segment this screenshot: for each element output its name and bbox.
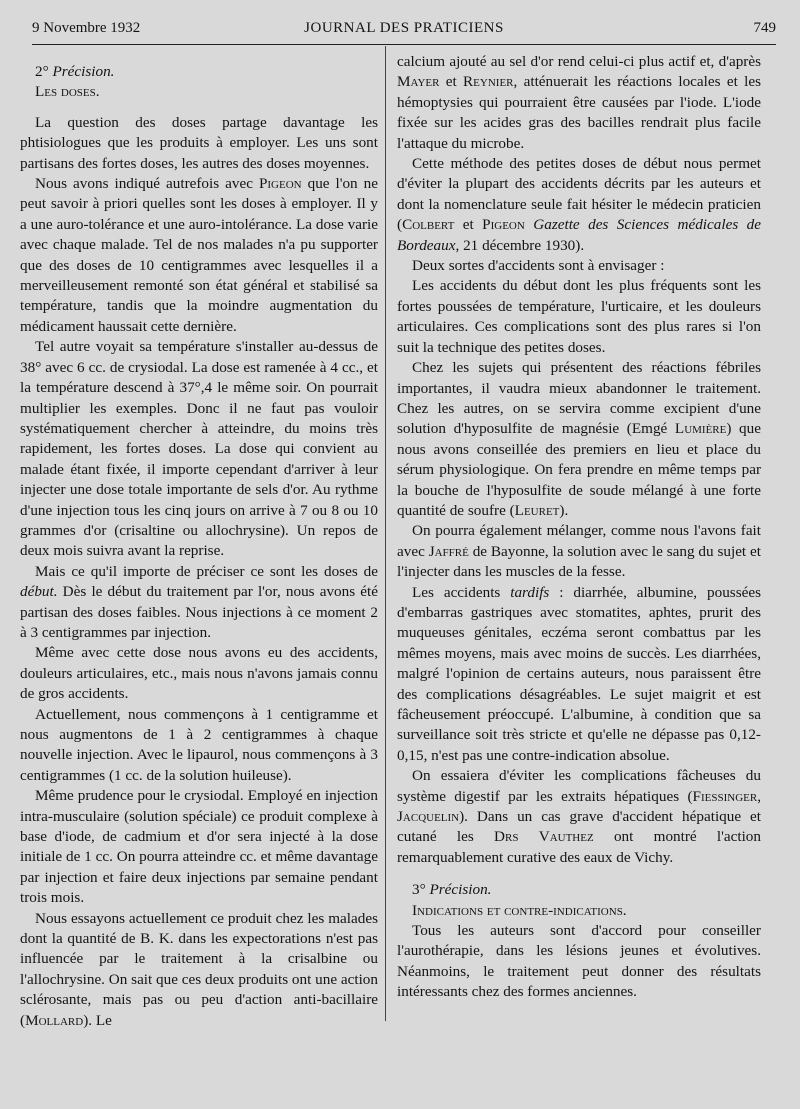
paragraph: La question des doses partage davantage les phtisiologues que les produits à employer. Les uns sont partisans des fortes doses, les autres des doses moyennes. (20, 113, 378, 172)
paragraph: Nous essayons actuellement ce produit chez les malades dont la quantité de B. K. dans les expectorations n'est pas influencée par le traitement à la crisalbine ou l'allochrysine. On sait que ces deux produits ont une action sclérosante, mais pas ou peu d'action anti-bacillaire (Mollard). Le (20, 909, 378, 1029)
paragraph: Deux sortes d'accidents sont à envisager : (412, 257, 665, 275)
paragraph: On pourra également mélanger, comme nous l'avons fait avec Jaffré de Bayonne, la solution avec le sang du sujet et l'injecter dans les muscles de la fesse. (397, 522, 761, 581)
paragraph: Actuellement, nous commençons à 1 centigramme et nous augmentons de 1 à 2 centigrammes à chaque nouvelle injection. Avec le lipaurol, nous commençons à 3 centigrammes (1 cc. de la solution huileuse). (20, 705, 378, 784)
paragraph: Chez les sujets qui présentent des réactions fébriles importantes, il vaudra mieux abandonner le traitement. Chez les autres, on se servira comme excipient d'une solution d'hyposulfite de magnésie (Emgé Lumière) que nous avons conseillée des premiers en lieu et place du sérum physiologique. On fera prendre en même temps par la bouche de l'hyposulfite de soude mélangé à une forte quantité de soufre (Leuret). (397, 359, 761, 519)
left-column (20, 62, 378, 1031)
column-divider (385, 46, 386, 1021)
paragraph: Tous les auteurs sont d'accord pour conseiller l'aurothérapie, dans les lésions jeunes et évolutives. Néanmoins, le traitement peut donner des résultats intéressants chez des formes anciennes. (397, 922, 761, 1001)
right-column (397, 53, 761, 1003)
subsection-heading: Les doses. (35, 83, 100, 101)
paragraph: Les accidents du début dont les plus fréquents sont les fortes poussées de température, l'urticaire, et les douleurs articulaires. Ces complications sont des plus rares si l'on suit la technique des petites doses. (397, 277, 761, 356)
paragraph: Nous avons indiqué autrefois avec Pigeon que l'on ne peut savoir à priori quelles sont les doses à employer. Il y a une auro-tolérance et une auro-intolérance. La dose varie avec chaque malade. Tel de nos malades n'a pu supporter que des doses de 10 centigrammes avec lesquelles il a merveilleusement remonté son état général et stabilisé sa température, tandis que la moindre augmentation du médicament haussait cette dernière. (20, 175, 378, 335)
paragraph: Tel autre voyait sa température s'installer au-dessus de 38° avec 6 cc. de crysiodal. La dose est ramenée à 4 cc., et la température descend à 37°,4 le même soir. On pourrait multiplier les exemples. Donc il ne faut pas vouloir systématiquement chercher à atteindre, du moins très rapidement, les fortes doses. La dose qui convient au malade étant fixée, il importe cependant d'arriver à leur injecter une dose totale importante de sels d'or. Au rythme d'une injection tous les cinq jours on arrive à 7 ou 8 ou 10 grammes d'or (crisaltine ou allochrysine). Un repos de deux mois suivra avant la reprise. (20, 338, 378, 560)
header-date: 9 Novembre 1932 (32, 20, 141, 36)
paragraph: Même prudence pour le crysiodal. Employé en injection intra-musculaire (solution spéciale) ce produit complexe à base d'iode, de cadmium et d'or sera injecté à la dose initiale de 1 cc. On pourra atteindre cc. et même davantage par injection et faire deux injections par semaine pendant trois mois. (20, 787, 378, 907)
section-heading: 2° Précision. (35, 63, 115, 80)
paragraph: On essaiera d'éviter les complications fâcheuses du système digestif par les extraits hépatiques (Fiessinger, Jacquelin). Dans un cas grave d'accident hépatique et cutané les Drs Vauthez ont montré l'action remarquablement curative des eaux de Vichy. (397, 767, 761, 866)
paragraph: Cette méthode des petites doses de début nous permet d'éviter la plupart des accidents décrits par les auteurs et dont la nomenclature seule fait hésiter le médecin praticien (Colbert et Pigeon Gazette des Sciences médicales de Bordeaux, 21 décembre 1930). (397, 155, 761, 254)
section-heading: 3° Précision. (412, 881, 492, 899)
paragraph: Les accidents tardifs : diarrhée, albumine, poussées d'embarras gastriques avec stomatites, aphtes, prurit des muqueuses génitales, eczéma seront combattus par les mêmes moyens, mais avec moins de succès. Les diarrhées, malgré l'opinion de certains auteurs, nous paraissent être des complications désagréables. Le sujet maigrit et est fâcheusement préoccupé. L'albumine, à condition que sa surveillance soit très stricte et qu'elle ne dépasse pas 0,12-0,15, n'est pas une contre-indication absolue. (397, 583, 761, 764)
paragraph: Même avec cette dose nous avons eu des accidents, douleurs articulaires, etc., mais nous n'avons jamais connu de gros accidents. (20, 644, 378, 703)
journal-title: JOURNAL DES PRATICIENS (304, 20, 504, 36)
subsection-heading: Indications et contre-indications. (412, 901, 627, 919)
paragraph: Mais ce qu'il importe de préciser ce sont les doses de début. Dès le début du traitement par l'or, nous avons été partisan des doses faibles. Nous injections à ce moment 2 à 3 centigrammes par injection. (20, 562, 378, 641)
page-number: 749 (753, 20, 776, 36)
paragraph: calcium ajouté au sel d'or rend celui-ci plus actif et, d'après Mayer et Reynier, atténuerait les réactions locales et les hémoptysies qui pourraient être causées par l'iode. L'iode fixée sur les acides gras des bacilles rendrait plus facile l'attaque du microbe. (397, 53, 761, 152)
running-header (32, 18, 776, 45)
